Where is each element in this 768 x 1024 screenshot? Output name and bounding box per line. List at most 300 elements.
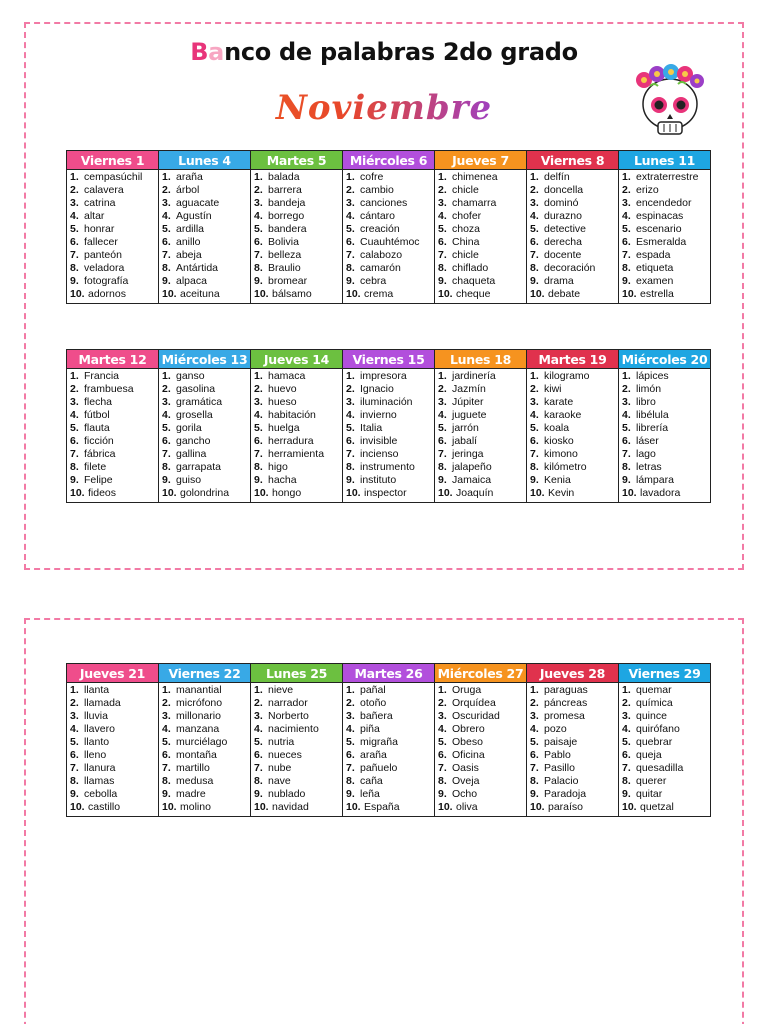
list-item-number: 3. <box>530 396 539 408</box>
list-item-number: 6. <box>622 749 631 761</box>
list-item <box>530 749 616 762</box>
list-item-word: paraguas <box>544 684 588 696</box>
list-item <box>530 236 616 249</box>
list-item-number: 8. <box>162 461 171 473</box>
list-item-word: iluminación <box>360 396 413 408</box>
list-item <box>438 396 524 409</box>
list-item-number: 10. <box>162 288 177 300</box>
list-item-number: 5. <box>162 223 171 235</box>
list-item-number: 8. <box>438 262 447 274</box>
list-item-number: 3. <box>254 710 263 722</box>
day-header: Jueves 28 <box>527 664 619 683</box>
list-item-word: quirófano <box>636 723 680 735</box>
day-header: Lunes 18 <box>435 350 527 369</box>
list-item-number: 1. <box>622 171 631 183</box>
day-word-list <box>67 170 159 304</box>
list-item <box>254 775 340 788</box>
list-item <box>622 184 708 197</box>
list-item <box>70 262 156 275</box>
list-item-number: 3. <box>162 197 171 209</box>
day-word-list <box>159 170 251 304</box>
list-item-word: chofer <box>452 210 482 222</box>
list-item <box>254 736 340 749</box>
day-word-list <box>159 683 251 817</box>
list-item <box>530 396 616 409</box>
list-item <box>346 736 432 749</box>
list-item-word: Antártida <box>176 262 219 274</box>
list-item <box>254 262 340 275</box>
list-item-number: 8. <box>346 262 355 274</box>
list-item-number: 5. <box>438 736 447 748</box>
list-item <box>622 723 708 736</box>
list-item-number: 8. <box>346 461 355 473</box>
list-item <box>346 749 432 762</box>
list-item-number: 1. <box>162 684 171 696</box>
list-item-word: honrar <box>84 223 115 235</box>
list-item <box>622 801 708 814</box>
list-item-word: Italia <box>360 422 383 434</box>
list-item <box>162 788 248 801</box>
day-header: Viernes 8 <box>527 151 619 170</box>
list-item <box>254 370 340 383</box>
list-item-word: habitación <box>268 409 316 421</box>
list-item-number: 9. <box>530 788 539 800</box>
list-item <box>622 487 708 500</box>
list-item-word: aceituna <box>180 288 220 300</box>
list-item <box>530 210 616 223</box>
list-item-number: 5. <box>346 223 355 235</box>
list-item-word: Oficina <box>452 749 485 761</box>
list-item-word: kiwi <box>544 383 562 395</box>
list-item-word: Júpiter <box>452 396 484 408</box>
list-item-word: calabozo <box>360 249 403 261</box>
list-item-number: 4. <box>162 210 171 222</box>
list-item-number: 2. <box>438 383 447 395</box>
list-item-word: invierno <box>360 409 397 421</box>
list-item-number: 2. <box>162 697 171 709</box>
list-item-word: debate <box>548 288 581 300</box>
list-item <box>162 448 248 461</box>
list-item-number: 2. <box>346 383 355 395</box>
list-item-word: jarrón <box>452 422 479 434</box>
list-item-number: 8. <box>162 775 171 787</box>
list-item-word: Kevin <box>548 487 575 499</box>
list-item-word: araña <box>360 749 387 761</box>
list-item-word: examen <box>636 275 674 287</box>
list-item-number: 3. <box>346 710 355 722</box>
list-item <box>70 184 156 197</box>
list-item <box>622 749 708 762</box>
day-header: Miércoles 20 <box>619 350 711 369</box>
list-item-word: queja <box>636 749 662 761</box>
list-item-word: Oscuridad <box>452 710 500 722</box>
list-item <box>438 788 524 801</box>
list-item-number: 3. <box>254 396 263 408</box>
list-item-word: kilogramo <box>544 370 590 382</box>
list-item-word: golondrina <box>180 487 230 499</box>
list-item <box>70 684 156 697</box>
list-item-word: Agustín <box>176 210 212 222</box>
list-item <box>438 461 524 474</box>
list-item-number: 10. <box>254 801 269 813</box>
list-item <box>70 396 156 409</box>
list-item <box>346 210 432 223</box>
list-item-number: 9. <box>530 275 539 287</box>
list-item <box>162 723 248 736</box>
list-item <box>438 448 524 461</box>
list-item-number: 7. <box>622 249 631 261</box>
list-item-number: 8. <box>254 461 263 473</box>
list-item-number: 6. <box>70 435 79 447</box>
list-item-number: 3. <box>70 710 79 722</box>
day-word-list <box>527 170 619 304</box>
list-item-number: 10. <box>438 801 453 813</box>
list-item <box>438 487 524 500</box>
list-item-number: 4. <box>438 723 447 735</box>
list-item <box>254 723 340 736</box>
list-item <box>622 762 708 775</box>
list-item <box>438 249 524 262</box>
list-item-number: 10. <box>530 288 545 300</box>
list-item-number: 6. <box>530 749 539 761</box>
list-item <box>254 697 340 710</box>
list-item-number: 5. <box>254 422 263 434</box>
list-item-word: abeja <box>176 249 202 261</box>
list-item <box>530 801 616 814</box>
list-item <box>622 474 708 487</box>
list-item-word: chicle <box>452 249 479 261</box>
list-item-number: 1. <box>254 370 263 382</box>
list-item <box>254 422 340 435</box>
list-item-number: 10. <box>530 487 545 499</box>
list-item-number: 6. <box>254 236 263 248</box>
list-item <box>530 461 616 474</box>
list-item-word: nieve <box>268 684 294 696</box>
list-item <box>530 409 616 422</box>
list-item <box>346 474 432 487</box>
list-item <box>530 788 616 801</box>
list-item <box>70 422 156 435</box>
list-item-number: 7. <box>162 762 171 774</box>
list-item-word: libro <box>636 396 656 408</box>
list-item-word: karaoke <box>544 409 582 421</box>
day-word-list <box>251 683 343 817</box>
list-item <box>438 236 524 249</box>
list-item <box>162 236 248 249</box>
list-item <box>70 435 156 448</box>
list-item-number: 6. <box>162 435 171 447</box>
list-item <box>530 184 616 197</box>
list-item-word: madre <box>176 788 206 800</box>
list-item <box>162 370 248 383</box>
list-item-word: Jazmín <box>452 383 486 395</box>
list-item <box>162 275 248 288</box>
list-item <box>622 210 708 223</box>
list-item-word: frambuesa <box>84 383 134 395</box>
list-item-word: páncreas <box>544 697 588 709</box>
list-item <box>254 684 340 697</box>
list-item <box>530 288 616 301</box>
list-item-number: 4. <box>530 409 539 421</box>
list-item-word: espinacas <box>636 210 684 222</box>
list-item-word: libélula <box>636 409 669 421</box>
list-item-word: escenario <box>636 223 682 235</box>
list-item-number: 8. <box>70 262 79 274</box>
sugar-skull-icon <box>630 56 710 136</box>
list-item-word: lleno <box>84 749 107 761</box>
list-item-word: Joaquín <box>456 487 494 499</box>
list-item-number: 5. <box>162 736 171 748</box>
list-item-word: Kenia <box>544 474 571 486</box>
list-item-number: 6. <box>254 435 263 447</box>
list-item-number: 7. <box>254 249 263 261</box>
list-item <box>346 775 432 788</box>
word-table-week-3 <box>66 663 711 817</box>
list-item-word: quesadilla <box>636 762 684 774</box>
list-item-word: cempasúchil <box>84 171 143 183</box>
list-item <box>254 288 340 301</box>
list-item <box>346 409 432 422</box>
day-word-list <box>67 369 159 503</box>
list-item <box>162 223 248 236</box>
list-item <box>346 697 432 710</box>
list-item <box>530 736 616 749</box>
list-item-word: cántaro <box>360 210 396 222</box>
list-item-word: llamas <box>84 775 115 787</box>
list-item-number: 6. <box>530 236 539 248</box>
list-item-word: cofre <box>360 171 384 183</box>
list-item <box>254 249 340 262</box>
list-item <box>438 171 524 184</box>
list-item-number: 1. <box>438 370 447 382</box>
list-item <box>254 788 340 801</box>
list-item-word: cheque <box>456 288 491 300</box>
list-item-number: 9. <box>438 275 447 287</box>
list-item <box>622 409 708 422</box>
list-item-number: 7. <box>622 762 631 774</box>
list-item-number: 1. <box>530 171 539 183</box>
list-item-word: bandera <box>268 223 307 235</box>
list-item-word: paisaje <box>544 736 578 748</box>
list-item-word: kilómetro <box>544 461 587 473</box>
list-item-word: Oasis <box>452 762 479 774</box>
list-item-number: 5. <box>622 223 631 235</box>
list-item-word: Pablo <box>544 749 571 761</box>
list-item-word: Oveja <box>452 775 480 787</box>
list-item-number: 8. <box>530 775 539 787</box>
list-item-number: 5. <box>530 422 539 434</box>
list-item-number: 8. <box>622 775 631 787</box>
list-item-word: quince <box>636 710 667 722</box>
list-item <box>622 197 708 210</box>
list-item <box>438 288 524 301</box>
day-header: Martes 5 <box>251 151 343 170</box>
list-item-word: árbol <box>176 184 200 196</box>
list-item-word: Francia <box>84 370 120 382</box>
list-item-number: 3. <box>162 710 171 722</box>
word-list-row <box>67 683 711 817</box>
day-word-list <box>435 170 527 304</box>
list-item-number: 9. <box>438 788 447 800</box>
list-item <box>346 184 432 197</box>
list-item-word: llavero <box>84 723 115 735</box>
list-item <box>254 275 340 288</box>
list-item-number: 5. <box>530 223 539 235</box>
list-item-number: 5. <box>70 736 79 748</box>
list-item-number: 10. <box>70 288 85 300</box>
list-item-number: 4. <box>622 409 631 421</box>
list-item-word: Obeso <box>452 736 483 748</box>
list-item-number: 3. <box>438 396 447 408</box>
list-item <box>70 788 156 801</box>
list-item-word: filete <box>84 461 107 473</box>
list-item-word: medusa <box>176 775 214 787</box>
list-item-word: Cuauhtémoc <box>360 236 420 248</box>
list-item-number: 9. <box>70 275 79 287</box>
list-item-number: 5. <box>530 736 539 748</box>
list-item-number: 1. <box>346 370 355 382</box>
list-item-number: 1. <box>346 684 355 696</box>
day-header: Martes 19 <box>527 350 619 369</box>
list-item-word: lápices <box>636 370 669 382</box>
list-item-number: 10. <box>346 487 361 499</box>
list-item-number: 6. <box>622 236 631 248</box>
list-item-word: Norberto <box>268 710 309 722</box>
list-item-word: gancho <box>176 435 211 447</box>
list-item-word: Jamaica <box>452 474 492 486</box>
list-item <box>622 249 708 262</box>
list-item <box>438 409 524 422</box>
month-title: Noviembre <box>0 88 768 128</box>
list-item-number: 7. <box>70 448 79 460</box>
list-item-word: decoración <box>544 262 596 274</box>
list-item-word: llanto <box>84 736 110 748</box>
list-item-word: lago <box>636 448 656 460</box>
list-item-word: kiosko <box>544 435 574 447</box>
list-item-number: 10. <box>622 801 637 813</box>
list-item-number: 4. <box>346 723 355 735</box>
title-rest: nco de palabras 2do grado <box>224 38 578 66</box>
list-item-number: 6. <box>70 236 79 248</box>
list-item-word: espada <box>636 249 671 261</box>
list-item-number: 3. <box>162 396 171 408</box>
list-item-word: Braulio <box>268 262 301 274</box>
list-item <box>622 223 708 236</box>
list-item <box>530 723 616 736</box>
list-item-word: librería <box>636 422 669 434</box>
list-item-word: Palacio <box>544 775 579 787</box>
list-item-word: paraíso <box>548 801 584 813</box>
list-item-number: 4. <box>254 723 263 735</box>
list-item-word: Bolivia <box>268 236 299 248</box>
list-item-word: pozo <box>544 723 567 735</box>
list-item-number: 4. <box>162 723 171 735</box>
list-item-word: etiqueta <box>636 262 674 274</box>
list-item-number: 4. <box>346 409 355 421</box>
list-item-word: borrego <box>268 210 305 222</box>
list-item <box>254 801 340 814</box>
list-item <box>438 474 524 487</box>
list-item-number: 4. <box>162 409 171 421</box>
list-item <box>162 184 248 197</box>
list-item-word: fallecer <box>84 236 118 248</box>
list-item <box>254 487 340 500</box>
list-item <box>346 422 432 435</box>
list-item <box>622 275 708 288</box>
list-item-word: fútbol <box>84 409 110 421</box>
list-item <box>70 249 156 262</box>
list-item <box>162 409 248 422</box>
list-item-word: incienso <box>360 448 399 460</box>
list-item-number: 5. <box>346 422 355 434</box>
list-item <box>438 684 524 697</box>
list-item-word: hueso <box>268 396 297 408</box>
list-item-word: docente <box>544 249 582 261</box>
list-item-word: karate <box>544 396 574 408</box>
list-item-word: llamada <box>84 697 121 709</box>
day-word-list <box>619 369 711 503</box>
list-item-number: 2. <box>70 184 79 196</box>
list-item-word: delfín <box>544 171 570 183</box>
list-item-number: 9. <box>162 275 171 287</box>
list-item-number: 2. <box>254 184 263 196</box>
list-item <box>530 435 616 448</box>
list-item <box>530 487 616 500</box>
list-item-number: 3. <box>438 710 447 722</box>
list-item <box>162 474 248 487</box>
list-item-number: 1. <box>438 684 447 696</box>
day-header: Jueves 7 <box>435 151 527 170</box>
day-word-list <box>343 369 435 503</box>
list-item-word: hamaca <box>268 370 306 382</box>
title-highlight: Ba <box>190 38 225 66</box>
list-item-word: calavera <box>84 184 124 196</box>
day-header-row <box>67 350 711 369</box>
list-item <box>70 275 156 288</box>
list-item-number: 2. <box>162 184 171 196</box>
list-item <box>162 775 248 788</box>
list-item-number: 2. <box>530 697 539 709</box>
list-item-number: 4. <box>530 210 539 222</box>
word-list-row <box>67 170 711 304</box>
list-item <box>70 487 156 500</box>
list-item-number: 7. <box>530 762 539 774</box>
list-item-word: Felipe <box>84 474 113 486</box>
list-item-word: quemar <box>636 684 672 696</box>
list-item-number: 6. <box>530 435 539 447</box>
day-header: Jueves 14 <box>251 350 343 369</box>
list-item <box>70 288 156 301</box>
list-item <box>346 288 432 301</box>
list-item-number: 3. <box>530 197 539 209</box>
list-item <box>346 223 432 236</box>
list-item-word: aguacate <box>176 197 220 209</box>
list-item-number: 8. <box>530 262 539 274</box>
list-item-word: martillo <box>176 762 210 774</box>
list-item-number: 2. <box>622 383 631 395</box>
list-item-number: 9. <box>622 474 631 486</box>
list-item <box>70 723 156 736</box>
list-item-number: 2. <box>70 383 79 395</box>
list-item <box>530 775 616 788</box>
list-item-word: altar <box>84 210 105 222</box>
list-item-number: 8. <box>622 461 631 473</box>
list-item-word: fotografía <box>84 275 129 287</box>
list-item-word: promesa <box>544 710 585 722</box>
list-item-number: 6. <box>162 236 171 248</box>
list-item-word: leña <box>360 788 380 800</box>
list-item <box>162 762 248 775</box>
